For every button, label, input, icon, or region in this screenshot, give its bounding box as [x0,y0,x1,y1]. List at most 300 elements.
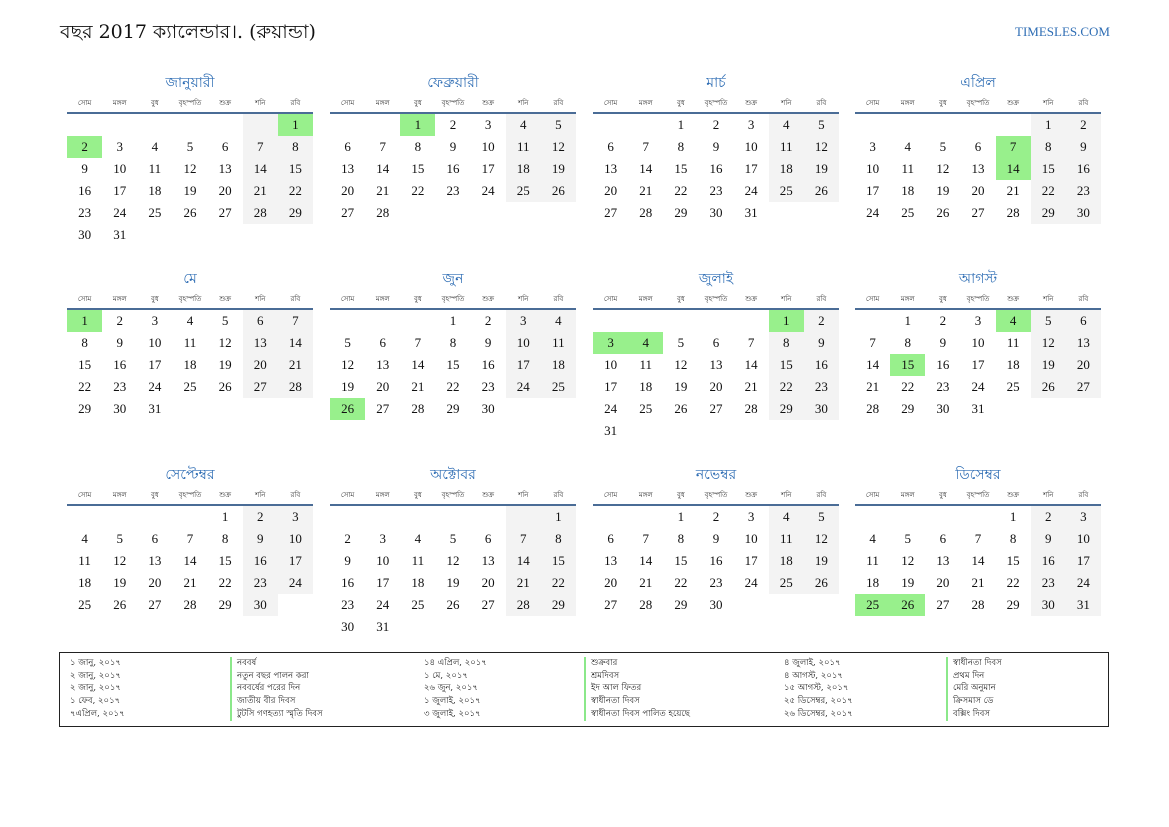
day-cell[interactable]: 24 [604,401,618,416]
day-cell[interactable]: 13 [218,161,232,176]
day-cell[interactable]: 14 [376,161,390,176]
day-cell[interactable]: 20 [604,575,618,590]
day-cell[interactable]: 7 [996,136,1031,158]
day-cell[interactable]: 28 [971,597,985,612]
day-cell[interactable]: 16 [804,354,839,376]
day-cell[interactable]: 4 [628,332,663,354]
day-cell[interactable]: 13 [936,553,950,568]
day-cell[interactable]: 17 [604,379,618,394]
day-cell[interactable]: 13 [148,553,162,568]
day-cell[interactable]: 17 [481,161,495,176]
day-cell[interactable]: 24 [971,379,985,394]
day-cell[interactable]: 22 [769,376,804,398]
day-cell[interactable]: 14 [866,357,880,372]
day-cell[interactable]: 30 [243,594,278,616]
day-cell[interactable]: 5 [116,531,123,546]
day-cell[interactable]: 15 [411,161,425,176]
day-cell[interactable]: 3 [1066,505,1101,528]
day-cell[interactable]: 22 [901,379,915,394]
day-cell[interactable]: 27 [341,205,355,220]
day-cell[interactable]: 22 [78,379,92,394]
day-cell[interactable]: 25 [901,205,915,220]
day-cell[interactable]: 10 [278,528,313,550]
day-cell[interactable]: 2 [712,509,720,524]
day-cell[interactable]: 24 [866,205,880,220]
day-cell[interactable]: 27 [971,205,985,220]
day-cell[interactable]: 11 [541,332,576,354]
day-cell[interactable]: 13 [604,161,618,176]
day-cell[interactable]: 25 [541,376,576,398]
day-cell[interactable]: 7 [414,335,422,350]
day-cell[interactable]: 26 [446,597,460,612]
day-cell[interactable]: 7 [747,335,755,350]
day-cell[interactable]: 13 [971,161,985,176]
day-cell[interactable]: 21 [183,575,197,590]
day-cell[interactable]: 10 [1066,528,1101,550]
day-cell[interactable]: 23 [936,379,950,394]
day-cell[interactable]: 23 [804,376,839,398]
day-cell[interactable]: 26 [674,401,688,416]
day-cell[interactable]: 23 [1066,180,1101,202]
day-cell[interactable]: 10 [506,332,541,354]
day-cell[interactable]: 16 [936,357,950,372]
day-cell[interactable]: 30 [78,227,92,242]
day-cell[interactable]: 4 [869,531,876,546]
day-cell[interactable]: 6 [221,139,229,154]
day-cell[interactable]: 24 [744,183,758,198]
day-cell[interactable]: 21 [971,575,985,590]
day-cell[interactable]: 27 [218,205,232,220]
day-cell[interactable]: 13 [1066,332,1101,354]
day-cell[interactable]: 20 [1066,354,1101,376]
day-cell[interactable]: 28 [376,205,390,220]
day-cell[interactable]: 7 [642,139,649,154]
day-cell[interactable]: 4 [541,309,576,332]
day-cell[interactable]: 27 [604,205,618,220]
day-cell[interactable]: 2 [344,531,351,546]
day-cell[interactable]: 15 [890,354,925,376]
day-cell[interactable]: 7 [186,531,194,546]
day-cell[interactable]: 5 [804,505,839,528]
day-cell[interactable]: 26 [113,597,127,612]
day-cell[interactable]: 19 [218,357,232,372]
day-cell[interactable]: 9 [449,139,457,154]
day-cell[interactable]: 8 [904,335,911,350]
day-cell[interactable]: 14 [639,161,653,176]
day-cell[interactable]: 26 [1031,376,1066,398]
day-cell[interactable]: 31 [744,205,758,220]
day-cell[interactable]: 27 [376,401,390,416]
day-cell[interactable]: 7 [974,531,982,546]
day-cell[interactable]: 16 [709,161,723,176]
day-cell[interactable]: 8 [677,139,685,154]
day-cell[interactable]: 9 [712,531,720,546]
day-cell[interactable]: 22 [446,379,460,394]
day-cell[interactable]: 29 [769,398,804,420]
day-cell[interactable]: 13 [481,553,495,568]
day-cell[interactable]: 12 [541,136,576,158]
day-cell[interactable]: 21 [411,379,425,394]
day-cell[interactable]: 25 [506,180,541,202]
day-cell[interactable]: 1 [449,313,457,328]
day-cell[interactable]: 28 [506,594,541,616]
day-cell[interactable]: 28 [639,597,653,612]
day-cell[interactable]: 4 [769,505,804,528]
day-cell[interactable]: 4 [996,309,1031,332]
day-cell[interactable]: 7 [243,136,278,158]
day-cell[interactable]: 5 [804,113,839,136]
day-cell[interactable]: 6 [243,309,278,332]
day-cell[interactable]: 6 [607,139,614,154]
day-cell[interactable]: 10 [744,139,758,154]
day-cell[interactable]: 9 [243,528,278,550]
day-cell[interactable]: 11 [901,161,914,176]
day-cell[interactable]: 30 [709,597,723,612]
day-cell[interactable]: 21 [639,575,653,590]
day-cell[interactable]: 22 [674,575,688,590]
day-cell[interactable]: 11 [866,553,879,568]
day-cell[interactable]: 18 [411,575,425,590]
day-cell[interactable]: 12 [341,357,355,372]
day-cell[interactable]: 5 [221,313,229,328]
day-cell[interactable]: 25 [855,594,890,616]
day-cell[interactable]: 26 [218,379,232,394]
day-cell[interactable]: 29 [78,401,92,416]
day-cell[interactable]: 16 [243,550,278,572]
day-cell[interactable]: 20 [936,575,950,590]
day-cell[interactable]: 3 [116,139,123,154]
day-cell[interactable]: 24 [113,205,127,220]
day-cell[interactable]: 17 [278,550,313,572]
day-cell[interactable]: 2 [116,313,123,328]
day-cell[interactable]: 18 [769,158,804,180]
site-link[interactable]: TIMESLES.COM [1015,24,1110,39]
day-cell[interactable]: 6 [939,531,947,546]
day-cell[interactable]: 16 [78,183,92,198]
day-cell[interactable]: 13 [243,332,278,354]
day-cell[interactable]: 3 [593,332,628,354]
day-cell[interactable]: 17 [744,161,758,176]
day-cell[interactable]: 17 [971,357,985,372]
day-cell[interactable]: 3 [506,309,541,332]
day-cell[interactable]: 27 [148,597,162,612]
day-cell[interactable]: 28 [411,401,425,416]
day-cell[interactable]: 1 [221,509,229,524]
day-cell[interactable]: 19 [936,183,950,198]
day-cell[interactable]: 16 [341,575,355,590]
day-cell[interactable]: 23 [709,575,723,590]
day-cell[interactable]: 15 [218,553,232,568]
day-cell[interactable]: 28 [278,376,313,398]
day-cell[interactable]: 14 [639,553,653,568]
day-cell[interactable]: 13 [376,357,390,372]
day-cell[interactable]: 23 [243,572,278,594]
day-cell[interactable]: 23 [78,205,92,220]
day-cell[interactable]: 20 [341,183,355,198]
day-cell[interactable]: 28 [866,401,880,416]
day-cell[interactable]: 31 [113,227,127,242]
day-cell[interactable]: 14 [243,158,278,180]
day-cell[interactable]: 1 [904,313,911,328]
day-cell[interactable]: 30 [481,401,495,416]
day-cell[interactable]: 21 [744,379,758,394]
day-cell[interactable]: 8 [278,136,313,158]
day-cell[interactable]: 11 [183,335,197,350]
day-cell[interactable]: 3 [151,313,159,328]
day-cell[interactable]: 30 [709,205,723,220]
day-cell[interactable]: 11 [148,161,162,176]
day-cell[interactable]: 2 [1066,113,1101,136]
day-cell[interactable]: 31 [376,619,390,634]
day-cell[interactable]: 26 [330,398,365,420]
day-cell[interactable]: 27 [481,597,495,612]
day-cell[interactable]: 11 [769,528,804,550]
day-cell[interactable]: 1 [1031,113,1066,136]
day-cell[interactable]: 6 [484,531,492,546]
day-cell[interactable]: 2 [712,117,720,132]
day-cell[interactable]: 18 [866,575,880,590]
day-cell[interactable]: 10 [148,335,162,350]
day-cell[interactable]: 29 [541,594,576,616]
day-cell[interactable]: 22 [1031,180,1066,202]
day-cell[interactable]: 18 [1006,357,1020,372]
day-cell[interactable]: 12 [218,335,232,350]
day-cell[interactable]: 25 [78,597,92,612]
day-cell[interactable]: 12 [901,553,915,568]
day-cell[interactable]: 3 [747,117,755,132]
day-cell[interactable]: 9 [116,335,123,350]
day-cell[interactable]: 20 [218,183,232,198]
day-cell[interactable]: 9 [81,161,88,176]
day-cell[interactable]: 5 [939,139,947,154]
day-cell[interactable]: 14 [506,550,541,572]
day-cell[interactable]: 12 [674,357,688,372]
day-cell[interactable]: 17 [506,354,541,376]
day-cell[interactable]: 12 [936,161,950,176]
day-cell[interactable]: 21 [866,379,880,394]
day-cell[interactable]: 12 [804,136,839,158]
day-cell[interactable]: 26 [804,572,839,594]
day-cell[interactable]: 13 [341,161,355,176]
day-cell[interactable]: 27 [604,597,618,612]
day-cell[interactable]: 12 [1031,332,1066,354]
day-cell[interactable]: 28 [744,401,758,416]
day-cell[interactable]: 10 [866,161,880,176]
day-cell[interactable]: 15 [541,550,576,572]
day-cell[interactable]: 26 [804,180,839,202]
day-cell[interactable]: 22 [411,183,425,198]
day-cell[interactable]: 1 [1009,509,1017,524]
day-cell[interactable]: 11 [639,357,652,372]
day-cell[interactable]: 3 [484,117,492,132]
day-cell[interactable]: 26 [936,205,950,220]
day-cell[interactable]: 16 [113,357,127,372]
day-cell[interactable]: 2 [243,505,278,528]
day-cell[interactable]: 19 [341,379,355,394]
day-cell[interactable]: 12 [446,553,460,568]
day-cell[interactable]: 23 [113,379,127,394]
day-cell[interactable]: 29 [674,597,688,612]
day-cell[interactable]: 26 [541,180,576,202]
day-cell[interactable]: 15 [674,553,688,568]
day-cell[interactable]: 15 [1031,158,1066,180]
day-cell[interactable]: 4 [186,313,194,328]
day-cell[interactable]: 1 [67,309,102,332]
day-cell[interactable]: 3 [278,505,313,528]
day-cell[interactable]: 15 [1006,553,1020,568]
day-cell[interactable]: 8 [769,332,804,354]
day-cell[interactable]: 9 [804,332,839,354]
day-cell[interactable]: 10 [376,553,390,568]
day-cell[interactable]: 17 [744,553,758,568]
day-cell[interactable]: 24 [506,376,541,398]
day-cell[interactable]: 16 [709,553,723,568]
day-cell[interactable]: 14 [183,553,197,568]
day-cell[interactable]: 13 [709,357,723,372]
day-cell[interactable]: 3 [974,313,982,328]
day-cell[interactable]: 29 [278,202,313,224]
day-cell[interactable]: 27 [243,376,278,398]
day-cell[interactable]: 4 [904,139,911,154]
day-cell[interactable]: 4 [151,139,159,154]
day-cell[interactable]: 20 [376,379,390,394]
day-cell[interactable]: 25 [1006,379,1020,394]
day-cell[interactable]: 30 [113,401,127,416]
day-cell[interactable]: 17 [113,183,127,198]
day-cell[interactable]: 4 [81,531,88,546]
day-cell[interactable]: 8 [449,335,457,350]
day-cell[interactable]: 26 [183,205,197,220]
day-cell[interactable]: 19 [804,550,839,572]
day-cell[interactable]: 9 [1066,136,1101,158]
day-cell[interactable]: 5 [1031,309,1066,332]
day-cell[interactable]: 20 [709,379,723,394]
day-cell[interactable]: 21 [278,354,313,376]
day-cell[interactable]: 30 [341,619,355,634]
day-cell[interactable]: 21 [639,183,653,198]
day-cell[interactable]: 2 [449,117,457,132]
day-cell[interactable]: 22 [541,572,576,594]
day-cell[interactable]: 27 [709,401,723,416]
day-cell[interactable]: 31 [971,401,985,416]
day-cell[interactable]: 25 [639,401,653,416]
day-cell[interactable]: 8 [677,531,685,546]
day-cell[interactable]: 20 [148,575,162,590]
day-cell[interactable]: 14 [971,553,985,568]
day-cell[interactable]: 29 [1006,597,1020,612]
day-cell[interactable]: 21 [1006,183,1020,198]
day-cell[interactable]: 1 [677,509,685,524]
day-cell[interactable]: 31 [148,401,162,416]
day-cell[interactable]: 22 [278,180,313,202]
day-cell[interactable]: 14 [411,357,425,372]
day-cell[interactable]: 7 [506,528,541,550]
day-cell[interactable]: 4 [506,113,541,136]
day-cell[interactable]: 27 [1066,376,1101,398]
day-cell[interactable]: 24 [1066,572,1101,594]
day-cell[interactable]: 14 [744,357,758,372]
day-cell[interactable]: 16 [446,161,460,176]
day-cell[interactable]: 9 [344,553,351,568]
day-cell[interactable]: 6 [974,139,982,154]
day-cell[interactable]: 5 [449,531,457,546]
day-cell[interactable]: 10 [971,335,985,350]
day-cell[interactable]: 29 [901,401,915,416]
day-cell[interactable]: 29 [446,401,460,416]
day-cell[interactable]: 6 [344,139,351,154]
day-cell[interactable]: 2 [804,309,839,332]
day-cell[interactable]: 1 [769,309,804,332]
day-cell[interactable]: 12 [113,553,127,568]
day-cell[interactable]: 30 [936,401,950,416]
day-cell[interactable]: 20 [481,575,495,590]
day-cell[interactable]: 26 [890,594,925,616]
day-cell[interactable]: 3 [747,509,755,524]
day-cell[interactable]: 21 [506,572,541,594]
day-cell[interactable]: 12 [804,528,839,550]
day-cell[interactable]: 17 [1066,550,1101,572]
day-cell[interactable]: 29 [218,597,232,612]
day-cell[interactable]: 8 [221,531,229,546]
day-cell[interactable]: 10 [744,531,758,546]
day-cell[interactable]: 25 [148,205,162,220]
day-cell[interactable]: 11 [1006,335,1020,350]
day-cell[interactable]: 2 [67,136,102,158]
day-cell[interactable]: 19 [901,575,915,590]
day-cell[interactable]: 8 [414,139,422,154]
day-cell[interactable]: 18 [78,575,92,590]
day-cell[interactable]: 1 [400,113,435,136]
day-cell[interactable]: 7 [642,531,649,546]
day-cell[interactable]: 9 [712,139,720,154]
day-cell[interactable]: 20 [971,183,985,198]
day-cell[interactable]: 25 [769,572,804,594]
day-cell[interactable]: 1 [278,113,313,136]
day-cell[interactable]: 8 [1031,136,1066,158]
day-cell[interactable]: 9 [939,335,947,350]
day-cell[interactable]: 28 [639,205,653,220]
day-cell[interactable]: 23 [709,183,723,198]
day-cell[interactable]: 5 [904,531,911,546]
day-cell[interactable]: 18 [901,183,915,198]
day-cell[interactable]: 16 [481,357,495,372]
day-cell[interactable]: 27 [936,597,950,612]
day-cell[interactable]: 24 [278,572,313,594]
day-cell[interactable]: 21 [376,183,390,198]
day-cell[interactable]: 5 [344,335,351,350]
day-cell[interactable]: 25 [411,597,425,612]
day-cell[interactable]: 23 [341,597,355,612]
day-cell[interactable]: 18 [639,379,653,394]
day-cell[interactable]: 31 [604,423,618,438]
day-cell[interactable]: 31 [1066,594,1101,616]
day-cell[interactable]: 29 [1031,202,1066,224]
day-cell[interactable]: 10 [113,161,127,176]
day-cell[interactable]: 6 [151,531,159,546]
day-cell[interactable]: 11 [506,136,541,158]
day-cell[interactable]: 5 [186,139,194,154]
day-cell[interactable]: 4 [769,113,804,136]
day-cell[interactable]: 8 [81,335,88,350]
day-cell[interactable]: 11 [769,136,804,158]
day-cell[interactable]: 25 [769,180,804,202]
day-cell[interactable]: 23 [481,379,495,394]
day-cell[interactable]: 6 [607,531,614,546]
day-cell[interactable]: 11 [411,553,425,568]
day-cell[interactable]: 30 [1031,594,1066,616]
day-cell[interactable]: 9 [1031,528,1066,550]
day-cell[interactable]: 13 [604,553,618,568]
